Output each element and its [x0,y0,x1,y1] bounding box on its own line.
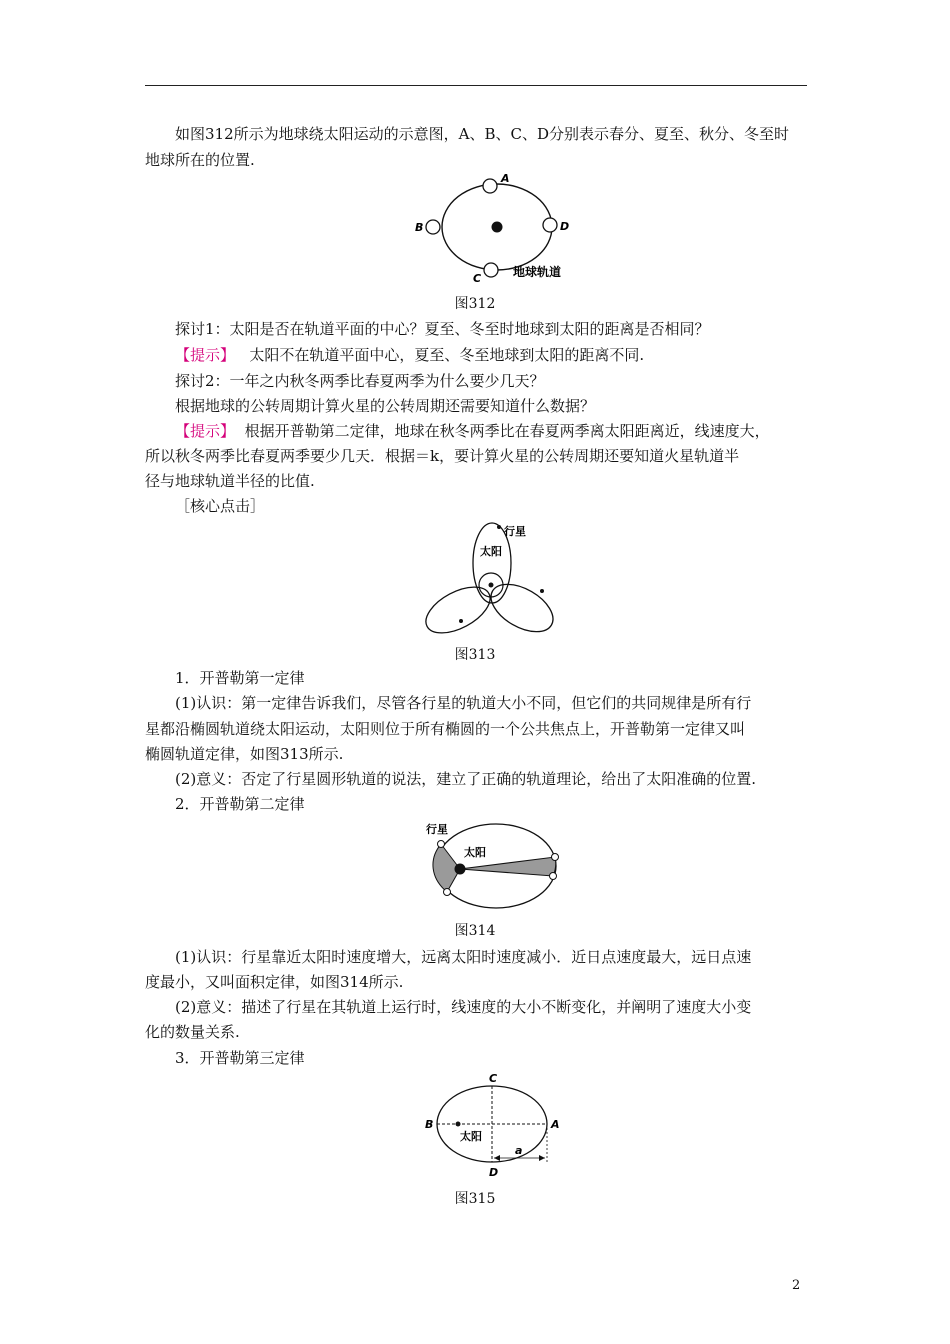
fig-315-third-law [420,1072,570,1184]
header-rule [145,85,807,86]
label-c: C [473,272,482,285]
hint-tag: 【提示】 [175,346,236,364]
label-b: B [425,1118,434,1131]
law-2-p1-line-1: (1)认识：行星靠近太阳时速度增大，远离太阳时速度减小．近日点速度最大，远日点速 [175,948,752,966]
fig-313-caption: 图313 [454,647,496,663]
discuss-2-hint-line-3: 径与地球轨道半径的比值. [145,472,315,490]
label-sun: 太阳 [464,846,486,859]
fig-313-first-law [425,518,565,636]
label-c: C [489,1072,498,1085]
law-2-p1-line-2: 度最小，又叫面积定律，如图314所示. [145,973,404,991]
label-semi-axis: a [515,1144,523,1157]
law-2-title: 2．开普勒第二定律 [175,795,305,813]
sector-far [460,857,556,876]
discuss-2-hint [145,418,807,444]
law-2-p2-line-1: (2)意义：描述了行星在其轨道上运行时，线速度的大小不断变化，并阐明了速度大小变 [175,998,752,1016]
sun-dot [492,222,503,233]
sun-dot [456,1122,461,1127]
earth-c [484,263,498,277]
intro-line-1: 如图312所示为地球绕太阳运动的示意图，A、B、C、D分别表示春分、夏至、秋分、冬至时 [175,125,789,143]
fig-312-earth-orbit [410,168,580,286]
label-planet: 行星 [426,823,448,836]
law-1-p1-line-1: (1)认识：第一定律告诉我们，尽管各行星的轨道大小不同，但它们的共同规律是所有行 [175,694,752,712]
discuss-2-hint-line-2: 所以秋冬两季比春夏两季要少几天．根据＝k，要计算火星的公转周期还要知道火星轨道半 [145,447,740,465]
law-3-title: 3．开普勒第三定律 [175,1049,305,1067]
law-2-p2-line-2: 化的数量关系. [145,1023,240,1041]
orbit-left [425,578,497,636]
orbit-right [483,575,561,636]
hint-line-1: 根据开普勒第二定律，地球在秋冬两季比在春夏两季离太阳距离近，线速度大， [244,422,770,440]
fig-314-caption: 图314 [454,923,496,939]
label-planet: 行星 [504,525,526,538]
label-sun: 太阳 [460,1130,482,1143]
law-1-p1-line-3: 椭圆轨道定律，如图313所示. [145,745,344,763]
intro-line-2: 地球所在的位置. [145,151,255,169]
fig-312-caption: 图312 [454,296,496,312]
law-1-p1-line-2: 星都沿椭圆轨道绕太阳运动，太阳则位于所有椭圆的一个公共焦点上，开普勒第一定律又叫 [145,720,746,738]
label-d: D [560,220,570,233]
core-heading: ［核心点击］ [175,497,266,515]
earth-d [543,218,557,232]
discuss-1-hint [145,342,807,368]
law-1-p2: (2)意义：否定了行星圆形轨道的说法，建立了正确的轨道理论，给出了太阳准确的位置. [175,770,757,788]
discuss-2-question-2: 根据地球的公转周期计算火星的公转周期还需要知道什么数据？ [175,397,596,415]
label-b: B [415,221,424,234]
hint-tag: 【提示】 [175,422,236,440]
earth-a [483,179,497,193]
fig-315-caption: 图315 [454,1191,496,1207]
hint-text: 太阳不在轨道平面中心，夏至、冬至地球到太阳的距离不同. [249,346,645,364]
earth-b [426,220,440,234]
fig-314-second-law [420,818,565,912]
label-a: A [551,1118,560,1131]
sun-dot [489,583,494,588]
sun-dot [455,864,466,875]
law-1-title: 1．开普勒第一定律 [175,669,305,687]
discuss-2-question: 探讨2：一年之内秋冬两季比春夏两季为什么要少几天？ [175,372,545,390]
label-orbit: 地球轨道 [513,265,562,279]
label-a: A [501,172,510,185]
label-d: D [489,1166,499,1179]
label-sun: 太阳 [480,545,502,558]
planet-dot [497,525,501,529]
page-number: 2 [792,1278,801,1293]
discuss-1-question: 探讨1：太阳是否在轨道平面的中心？夏至、冬至时地球到太阳的距离是否相同？ [175,320,710,338]
